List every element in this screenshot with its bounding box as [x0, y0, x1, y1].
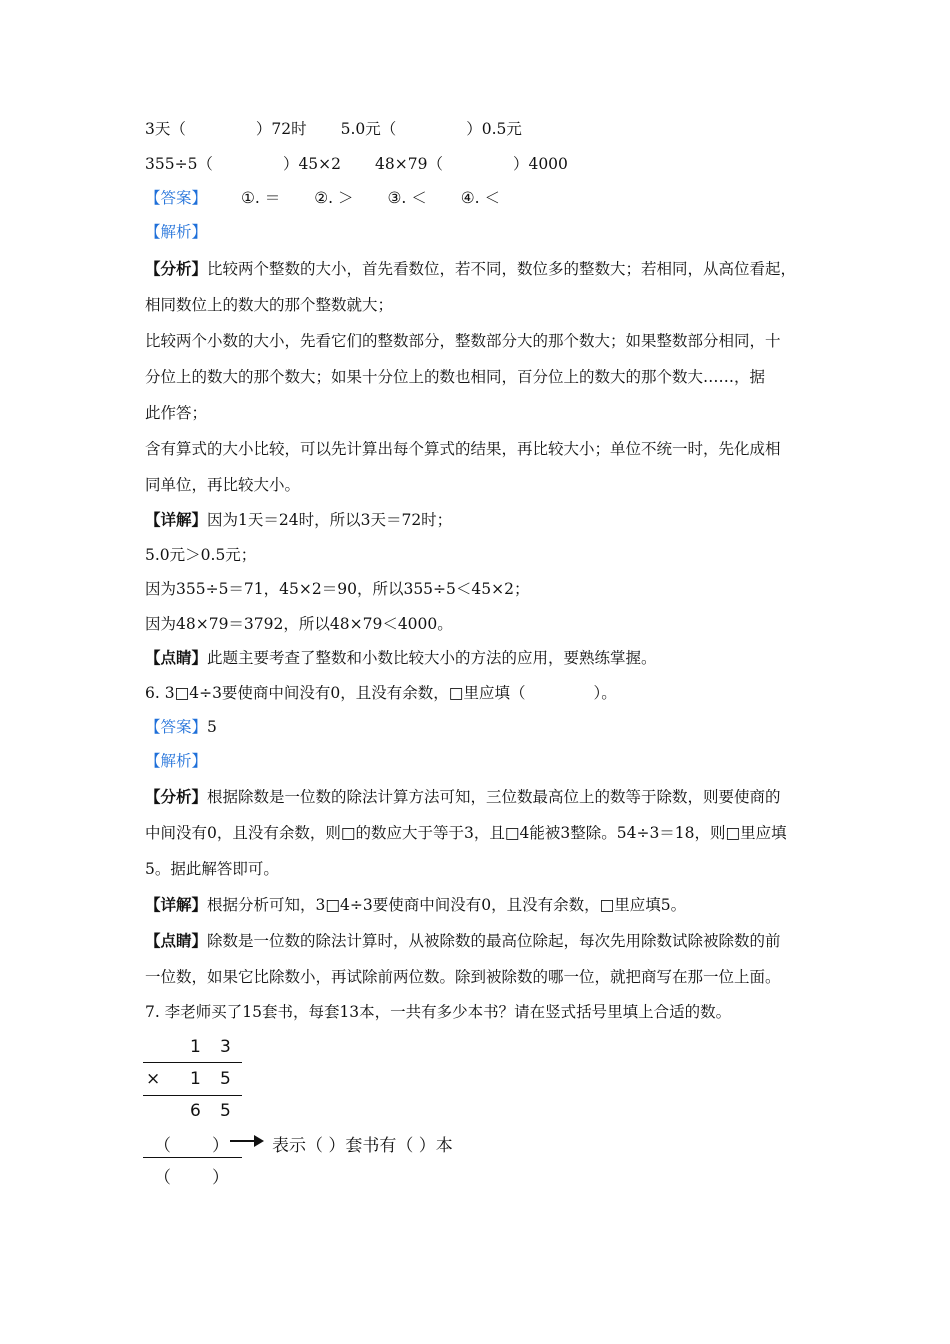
q6-answer: 5: [207, 718, 217, 736]
answer-1: ①. ＝: [241, 189, 281, 207]
multiplicand-tens: 1: [190, 1037, 201, 1057]
q6-answer-row: 【答案】5: [145, 718, 217, 736]
q5-fenxi-line: 比较两个小数的大小，先看它们的整数部分，整数部分大的那个数大；如果整数部分相同，十: [145, 332, 781, 350]
answer-2: ②. ＞: [314, 189, 354, 207]
blank-paren-right: ）: [212, 1136, 229, 1156]
q5-fenxi-line: 含有算式的大小比较，可以先计算出每个算式的结果，再比较大小；单位不统一时，先化成相: [145, 440, 781, 458]
q5-fenxi-line: 此作答；: [145, 404, 208, 422]
compare-row-2: [145, 153, 815, 175]
q5-xiangjie-line: 【详解】因为1天＝24时，所以3天＝72时；: [145, 510, 453, 529]
underline-3: [143, 1157, 242, 1158]
q6-xiangjie-line: 【详解】根据分析可知，3□4÷3要使商中间没有0，且没有余数，□里应填5。: [145, 895, 687, 914]
arrow-right-icon: [254, 1135, 264, 1147]
q7-question: 7. 李老师买了15套书，每套13本，一共有多少本书？请在竖式括号里填上合适的数。: [145, 1003, 732, 1021]
compare-3-right: ）45×2: [282, 155, 342, 173]
q6-dianjing-line: 一位数，如果它比除数小，再试除前两位数。除到被除数的哪一位，就把商写在那一位上面。: [145, 968, 781, 986]
underline-1: [143, 1062, 242, 1063]
vertical-multiplication: [140, 1035, 540, 1188]
answer-4: ④. ＜: [460, 189, 501, 207]
compare-1-left: 3天（: [145, 120, 186, 138]
answer-3: ③. ＜: [387, 189, 427, 207]
q5-fenxi-line: 【分析】比较两个整数的大小，首先看数位，若不同，数位多的整数大；若相同，从高位看起，: [145, 259, 797, 278]
q5-xiangjie-line: 5.0元＞0.5元；: [145, 546, 257, 564]
compare-3-left: 355÷5（: [145, 155, 213, 173]
explanation-note: 表示（ ）套书有（ ）本: [272, 1136, 453, 1156]
answer-label: 【答案】: [145, 189, 208, 207]
times-sign: ×: [146, 1069, 161, 1089]
partial-product-ones: 5: [220, 1101, 231, 1121]
q5-analysis-label: 【解析】: [145, 223, 208, 241]
multiplier-ones: 5: [220, 1069, 231, 1089]
compare-row-1: [145, 118, 815, 140]
q6-fenxi-line: 中间没有0，且没有余数，则□的数应大于等于3，且□4能被3整除。54÷3＝18，则□里应填: [145, 824, 787, 842]
q6-fenxi-line: 5。据此解答即可。: [145, 860, 279, 878]
result-paren-right: ）: [212, 1168, 229, 1188]
q5-xiangjie-line: 因为48×79＝3792，所以48×79＜4000。: [145, 615, 453, 633]
multiplicand-ones: 3: [220, 1037, 231, 1057]
blank-paren-left: （: [154, 1136, 171, 1156]
q6-fenxi-line: 【分析】根据除数是一位数的除法计算方法可知，三位数最高位上的数等于除数，则要使商的: [145, 787, 781, 806]
q5-fenxi-line: 同单位，再比较大小。: [145, 476, 301, 494]
q5-dianjing-line: 【点睛】此题主要考查了整数和小数比较大小的方法的应用，要熟练掌握。: [145, 648, 657, 667]
multiplier-tens: 1: [190, 1069, 201, 1089]
q5-answer-row: [145, 187, 815, 209]
q6-dianjing-line: 【点睛】除数是一位数的除法计算时，从被除数的最高位除起，每次先用除数试除被除数的前: [145, 931, 781, 950]
arrow-shaft: [230, 1140, 256, 1142]
partial-product-tens: 6: [190, 1101, 201, 1121]
compare-4-left: 48×79（: [375, 155, 443, 173]
q6-question: 6. 3□4÷3要使商中间没有0，且没有余数，□里应填（ ）。: [145, 684, 617, 702]
result-paren-left: （: [154, 1168, 171, 1188]
compare-2-right: ）0.5元: [466, 120, 522, 138]
compare-1-right: ）72时: [255, 120, 307, 138]
underline-2: [143, 1095, 242, 1096]
q5-fenxi-line: 分位上的数大的那个数大；如果十分位上的数也相同，百分位上的数大的那个数大……，据: [145, 368, 766, 386]
q5-xiangjie-line: 因为355÷5＝71，45×2＝90，所以355÷5＜45×2；: [145, 580, 530, 598]
q5-fenxi-line: 相同数位上的数大的那个整数就大；: [145, 296, 394, 314]
compare-4-right: ）4000: [512, 155, 568, 173]
q6-analysis-label: 【解析】: [145, 752, 208, 770]
compare-2-left: 5.0元（: [340, 120, 397, 138]
